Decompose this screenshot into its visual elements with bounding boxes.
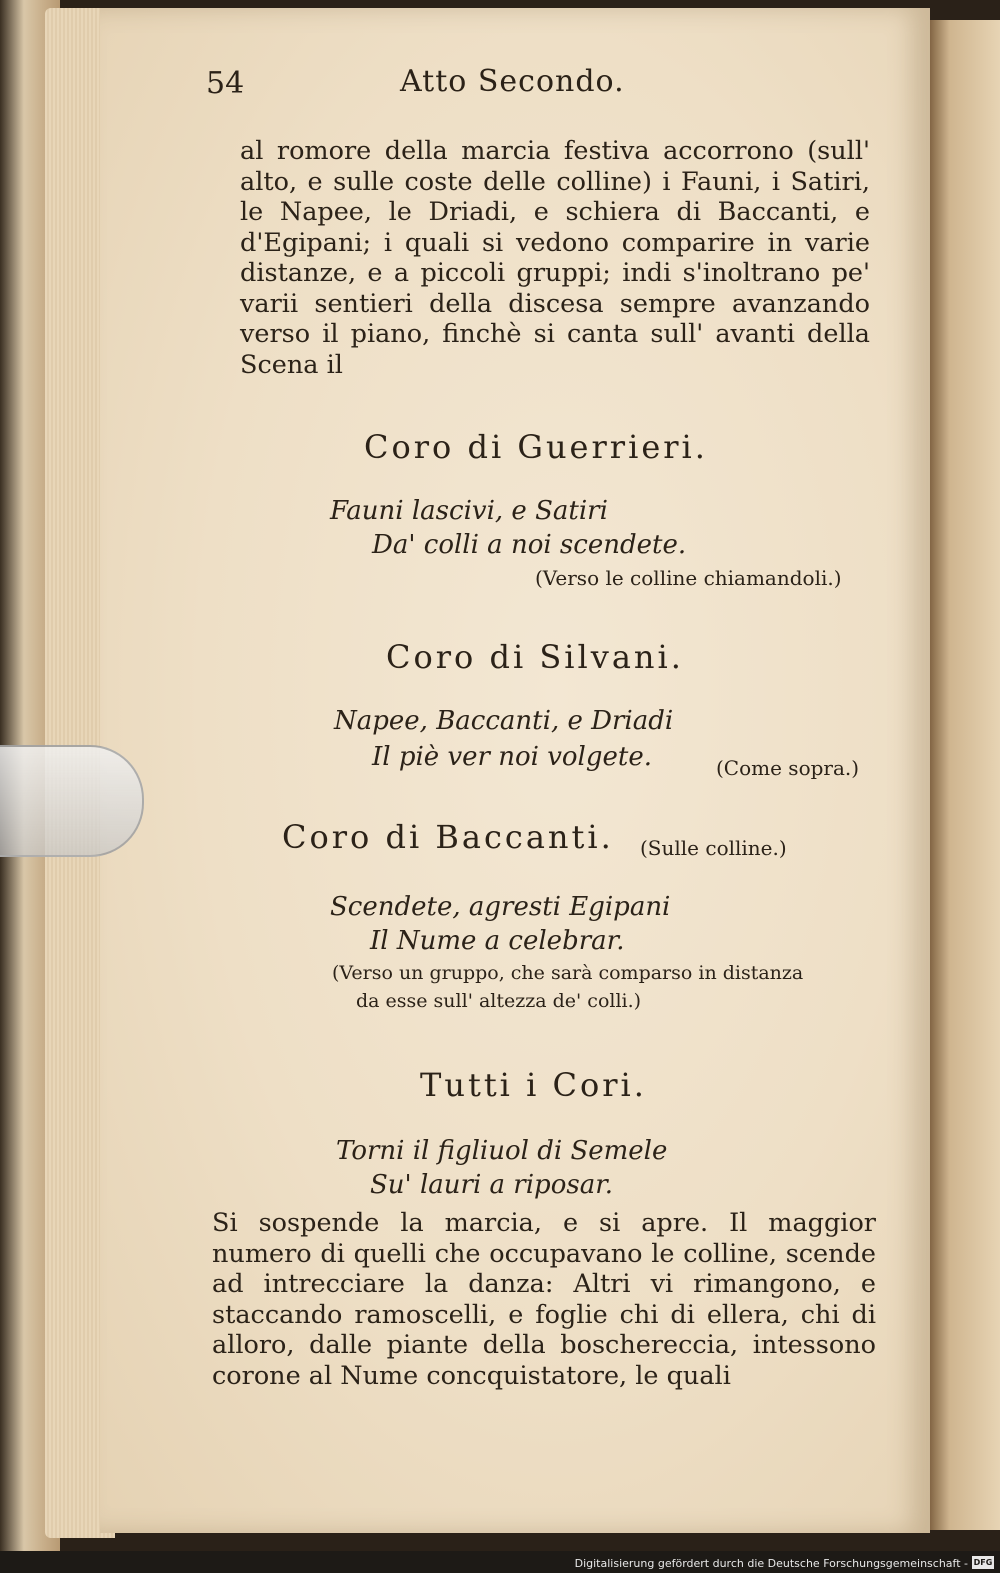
verse-line: Il piè ver noi volgete. — [372, 742, 652, 772]
chorus-heading-silvani: Coro di Silvani. — [386, 638, 684, 676]
closing-paragraph: Si sospende la marcia, e si apre. Il maggior numero di quelli che occupavano le colline, scende ad intrecciare la danza: Altri vi rimangono, e staccando ramoscelli, e foglie chi di ellera, chi di alloro, dalle piante della boschereccia, intessono corone al Nume concquistatore, le quali — [212, 1208, 876, 1391]
page-number: 54 — [206, 66, 245, 101]
facing-page-edge — [928, 20, 1000, 1530]
digitization-credit: Digitalisierung gefördert durch die Deutsche Forschungsgemeinschaft - — [574, 1557, 968, 1570]
stage-direction: (Sulle colline.) — [640, 836, 787, 860]
verse-line: Su' lauri a riposar. — [370, 1170, 614, 1200]
verse-line: Torni il figliuol di Semele — [336, 1136, 668, 1166]
stage-direction: (Verso le colline chiamandoli.) — [535, 566, 842, 590]
verse-line: Scendete, agresti Egipani — [330, 892, 671, 922]
intro-paragraph: al romore della marcia festiva accorrono (sull' alto, e sulle coste delle colline) i Fauni, i Satiri, le Napee, le Driadi, e schiera di Baccanti, e d'Egipani; i quali si vedono comparire in varie distanze, e a piccoli gruppi; indi s'inoltrano pe' varii sentieri della discesa sempre avanzando verso il piano, finchè si canta sull' avanti della Scena il — [240, 136, 870, 380]
verse-line: Il Nume a celebrar. — [370, 926, 625, 956]
verse-line: Fauni lascivi, e Satiri — [330, 496, 608, 526]
chorus-heading-guerrieri: Coro di Guerrieri. — [364, 428, 708, 466]
stage-direction: da esse sull' altezza de' colli.) — [356, 990, 642, 1012]
stage-direction: (Come sopra.) — [716, 756, 860, 780]
running-head: Atto Secondo. — [400, 64, 625, 99]
verse-line: Napee, Baccanti, e Driadi — [334, 706, 674, 736]
chorus-heading-baccanti: Coro di Baccanti. — [282, 818, 614, 856]
verse-line: Da' colli a noi scendete. — [372, 530, 687, 560]
dfg-logo: DFG — [973, 1558, 993, 1567]
page-clip — [0, 745, 144, 857]
stage-direction: (Verso un gruppo, che sarà comparso in distanza — [332, 962, 804, 984]
chorus-heading-tutti: Tutti i Cori. — [420, 1066, 647, 1104]
